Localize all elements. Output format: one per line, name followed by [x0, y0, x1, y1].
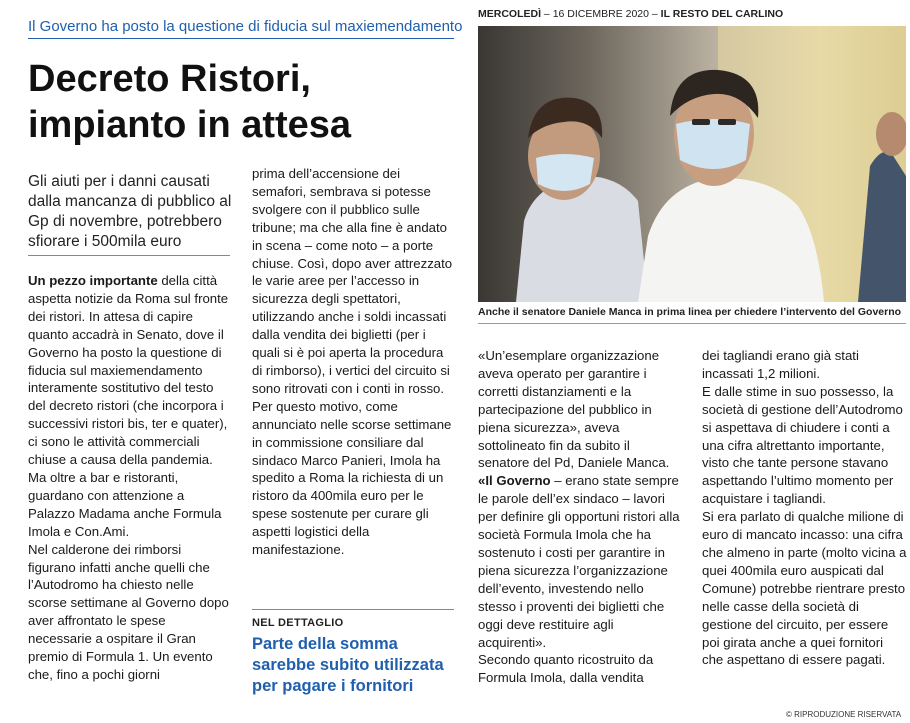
headline: [28, 56, 458, 148]
dateline-paper: IL RESTO DEL CARLINO: [660, 8, 784, 20]
news-photo: [478, 26, 906, 302]
article-paragraph: «Un’esemplare organizzazione aveva operato per garantire i corretti distanziamenti e la partecipazione del pubblico in piena sicurezza», aveva sottolineato fin da subito il senatore del Pd, Daniele Manca.: [478, 348, 670, 471]
article-paragraph: Un pezzo importante della città aspetta notizie da Roma sul fronte dei ristori. In attesa di capire quanto accadrà in Senato, dove il Governo ha posto la questione di fiducia sul maxiemendamento interamente sostitutivo del testo del decreto ristori (che incorpora i successivi ristori bis, ter e quater), ci sono le attività commerciali chiuse a causa della pandemia.: [28, 273, 229, 468]
quote-bold: «Il Governo: [478, 473, 551, 489]
article-paragraph: Secondo quanto ricostruito da Formula Imola, dalla vendita: [478, 652, 654, 686]
article-paragraph: «Il Governo – erano state sempre le parole dell’ex sindaco – lavori per definire gli opportuni ristori alla società Formula Imola che ha sostenuto i costi per garantire in piena sicurezza l’organizzazione dell’evento, investendo nello stesso i proventi dei biglietti che oggi deve restituire agli acquirenti».: [478, 473, 680, 650]
article-column-3: [478, 347, 683, 687]
detail-divider: [252, 609, 454, 610]
detail-label: NEL DETTAGLIO: [252, 617, 344, 629]
article-paragraph: Si era parlato di qualche milione di euro di mancato incasso: una cifra che almeno in parte (molto vicina a quei 400mila euro auspicati dal Comune) potrebbe rientrare presto nelle casse della società di gestione del circuito, per essere poi girata anche a quei fornitori che aspettano di essere pagati.: [702, 509, 907, 668]
photo-caption: Anche il senatore Daniele Manca in prima linea per chiedere l’intervento del Governo: [478, 306, 902, 318]
headline-line-2: impianto in attesa: [28, 104, 352, 146]
standfirst-divider: [28, 255, 230, 256]
article-column-4: [702, 347, 907, 669]
standfirst: Gli aiuti per i danni causati dalla mancanza di pubblico al Gp di novembre, potrebbero sfiorare i 500mila euro: [28, 173, 232, 250]
dateline-date: 16 DICEMBRE 2020: [552, 8, 649, 20]
kicker-underline: [28, 38, 454, 39]
detail-title: Parte della somma sarebbe subito utilizzata per pagare i fornitori: [252, 635, 444, 695]
article-paragraph: Ma oltre a bar e ristoranti, guardano con attenzione a Palazzo Madama anche Formula Imola e Con.Ami.: [28, 469, 222, 539]
lead-bold: Un pezzo importante: [28, 273, 158, 288]
dateline: MERCOLEDÌ – 16 DICEMBRE 2020 – IL RESTO DEL CARLINO: [478, 8, 784, 20]
caption-divider: [478, 323, 906, 324]
article-paragraph: E dalle stime in suo possesso, la società di gestione dell’Autodromo si aspettava di chiudere i conti a una cifra altrettanto importante, visto che tante persone stavano aspettando l’ultimo momento per acquistare i tagliandi.: [702, 383, 903, 507]
copyright-notice: © RIPRODUZIONE RISERVATA: [786, 710, 902, 719]
article-paragraph: dei tagliandi erano già stati incassati 1,2 milioni.: [702, 348, 859, 381]
dateline-day: MERCOLEDÌ: [478, 8, 541, 20]
article-paragraph: Per questo motivo, come annunciato nelle scorse settimane in commissione consiliare dal sindaco Marco Panieri, Imola ha spedito a Roma la richiesta di un ristoro da 400mila euro per le spese sostenute per curare gli aspetti logistici della manifestazione.: [252, 398, 452, 558]
article-column-2: [252, 165, 457, 559]
headline-line-1: Decreto Ristori,: [28, 58, 311, 100]
kicker: Il Governo ha posto la questione di fiducia sul maxiemendamento: [28, 18, 463, 35]
article-column-1: [28, 272, 232, 684]
article-paragraph: prima dell’accensione dei semafori, sembrava si potesse svolgere con il pubblico sulle tribune; ma che alla fine è andato in scena – come noto – a porte chiuse. Così, dopo aver attrezzato le varie aree per l’accesso in sicurezza degli spettatori, utilizzando anche i soldi incassati dalla vendita dei biglietti (per i quali si è poi aperta la procedura di rimborso), i vertici del circuito si sono ritrovati con i conti in rosso.: [252, 166, 453, 396]
photo-illustration: [478, 26, 906, 302]
article-paragraph: Nel calderone dei rimborsi figurano infatti anche quelli che l’Autodromo ha chiesto nelle scorse settimane al Governo dopo aver affrontato le spese necessarie a ospitare il Gran premio di Formula 1. Un evento che, fino a pochi giorni: [28, 541, 229, 682]
